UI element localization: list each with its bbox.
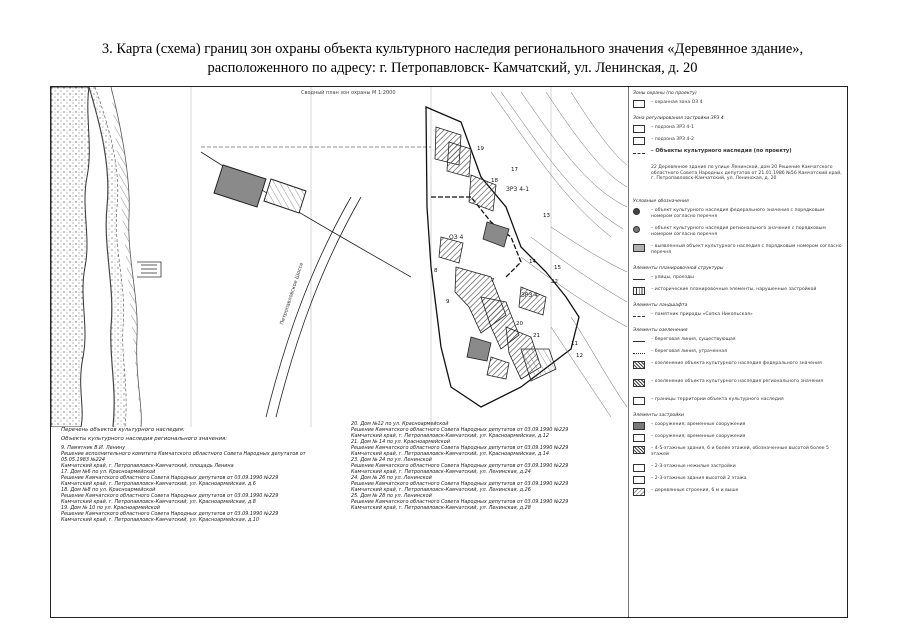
legend-text: – улицы, проезды: [651, 275, 694, 280]
legend-row: [633, 488, 845, 498]
list-item: Камчатский край, г. Петропавловск-Камчатский, ул. Красноармейская, д.14: [351, 451, 549, 457]
legend-symbol-dot-1: [633, 208, 640, 215]
map-frame: [50, 86, 848, 618]
grey-buildings: [214, 165, 306, 213]
legend-section-header: Элементы планировочной структуры: [633, 266, 724, 271]
legend-text: – объект культурного наследия регионального значения с порядковым номером согласно перечня: [651, 226, 826, 237]
legend-text: – сооружения; временные сооружения: [651, 422, 746, 427]
point-label: 20: [516, 321, 523, 327]
legend-section-header: Элементы озеленения: [633, 328, 688, 333]
list-item: Решение исполнительного комитета Камчатского областного Совета Народных депутатов от 05.05.1983 №224: [61, 451, 306, 463]
legend-symbol-outline-box: [633, 434, 645, 442]
legend-symbol-outline-box: [633, 125, 645, 133]
legend-text: – подзона ЗРЗ 4-1: [651, 125, 694, 130]
legend-text: – деревянные строения, 6 м и выше: [651, 488, 739, 493]
legend-row: [633, 379, 845, 389]
legend-row: [633, 165, 845, 182]
legend-text: – памятник природы «Сопка Никольская»: [651, 312, 753, 317]
legend-section-header: Условные обозначения: [633, 199, 689, 204]
street-label: Петропавловское Шоссе: [279, 262, 305, 326]
list-item: 21. Дом № 14 по ул. Красноармейской: [351, 439, 450, 445]
list-item: Решение Камчатского областного Совета Народных депутатов от 03.09.1990 №229: [351, 481, 569, 487]
legend-row: [633, 312, 845, 322]
point-label: 13: [543, 213, 550, 219]
legend-symbol-outline-box: [633, 476, 645, 484]
legend-row: [633, 137, 845, 147]
list-item: Решение Камчатского областного Совета Народных депутатов от 03.09.1990 №229: [61, 493, 279, 499]
legend-text: – выявленный объект культурного наследия с порядковым номером согласно перечня: [651, 244, 842, 255]
point-label: 14: [529, 259, 536, 265]
legend-row: [633, 464, 845, 474]
legend-row: [633, 476, 845, 486]
legend-text: – 2-3-этажные нежилые застройки: [651, 464, 736, 469]
page-title: [40, 40, 865, 78]
list-item: 18. Дом №8 по ул. Красноармейской: [61, 487, 156, 493]
legend-text: – исторические планировочные элементы, нарушенные застройкой: [651, 287, 817, 292]
legend-row: [633, 100, 845, 110]
legend-row: [633, 349, 845, 359]
zone-label-oz4: ОЗ 4: [449, 234, 464, 241]
legend-symbol-outline-box: [633, 397, 645, 405]
legend-text: – подзона ЗРЗ 4-2: [651, 137, 694, 142]
list-item: 19. Дом № 10 по ул. Красноармейской: [61, 505, 160, 511]
zone-map: [51, 87, 628, 427]
title-line-2: расположенного по адресу: г. Петропавловск- Камчатский, ул. Ленинская, д. 20: [207, 60, 698, 76]
legend-text: – береговая линия, утраченная: [651, 349, 727, 354]
legend-section-header: Элементы ландшафта: [633, 303, 688, 308]
legend-symbol-hatch: [633, 379, 645, 387]
legend-row: [633, 287, 845, 297]
legend-symbol-dot-9: [633, 226, 640, 233]
legend-symbol-outline-box: [633, 137, 645, 145]
point-label: 19: [477, 146, 484, 152]
point-label: 21: [533, 333, 540, 339]
legend-symbol-outline-box: [633, 100, 645, 108]
legend-row: [633, 244, 845, 254]
point-label: 18: [491, 178, 498, 184]
legend-row: [633, 337, 845, 347]
list-item: 23. Дом № 24 по ул. Ленинской: [351, 457, 432, 463]
legend-symbol-ladder: [633, 287, 645, 295]
point-label: 12: [576, 353, 583, 359]
list-item: Камчатский край, г. Петропавловск-Камчатский, ул. Ленинская, д.26: [351, 487, 531, 493]
list-item: Решение Камчатского областного Совета Народных депутатов от 03.09.1990 №229: [351, 427, 569, 433]
legend-symbol-hatch: [633, 446, 645, 454]
legend-symbol-wave: [633, 341, 645, 342]
legend-text: 22 Деревянное здание по улице Ленинской, дом 20 Решение Камчатского областного Совета Народных депутатов от 21.01.1986 №56 Камчатский край, г. Петропавловск-Камчатский, ул. Ленинская, д. 20: [651, 165, 842, 182]
list-item: 9. Памятник В.И. Ленину: [61, 445, 126, 451]
legend-row: [633, 434, 845, 444]
zone-label-zrz4: ЗРЗ 4: [521, 292, 539, 299]
objects-list-subheading: Объекты культурного наследия регионального значения:: [61, 436, 228, 442]
list-item: Камчатский край, г. Петропавловск-Камчатский, ул. Красноармейская, д.8: [61, 499, 256, 505]
legend-text: – объект культурного наследия федерального значения с порядковым номером согласно перечня: [651, 208, 825, 219]
title-line-1: 3. Карта (схема) границ зон охраны объекта культурного наследия регионального значения «Деревянное здание»,: [101, 41, 804, 57]
zone-label-zrz4-1: ЗРЗ 4-1: [506, 186, 530, 193]
legend-section-header: Зона регулирования застройки ЗРЗ 4: [633, 116, 724, 121]
list-item: Решение Камчатского областного Совета Народных депутатов от 03.09.1990 №229: [351, 499, 569, 505]
coastline: [51, 87, 141, 427]
legend-row: [633, 275, 845, 285]
legend-row: [633, 208, 845, 218]
legend-row: [633, 149, 845, 159]
legend-text: – Объекты культурного наследия (по проекту): [651, 148, 792, 154]
list-item: 25. Дом № 28 по ул. Ленинской: [351, 493, 432, 499]
legend-symbol-dark-box: [633, 422, 645, 430]
legend-symbol-hatch-light: [633, 488, 645, 496]
legend-row: [633, 446, 845, 456]
list-item: Решение Камчатского областного Совета Народных депутатов от 03.09.1990 №229: [351, 463, 569, 469]
legend-text: – охранная зона ОЗ 4: [651, 100, 703, 105]
point-label: 15: [554, 265, 561, 271]
legend-symbol-grey-box: [633, 244, 645, 252]
list-item: 20. Дом №12 по ул. Красноармейской: [351, 421, 449, 427]
legend-text: – 2-3-этажные здания высотой 2 этажа: [651, 476, 747, 481]
legend-section-header: Зоны охраны (по проекту): [633, 91, 697, 96]
legend-text: – границы территории объекта культурного наследия: [651, 397, 784, 402]
point-label: 17: [511, 167, 518, 173]
legend-text: – озеленение объекта культурного наследия федерального значения: [651, 361, 822, 366]
legend-row: [633, 125, 845, 135]
objects-list: [51, 421, 628, 618]
pier-structures: [137, 262, 161, 277]
legend-text: – озеленение объекта культурного наследия регионального значения: [651, 379, 824, 384]
legend-symbol-dash-line: [633, 153, 645, 154]
legend-row: [633, 226, 845, 236]
list-item: Решение Камчатского областного Совета Народных депутатов от 03.09.1990 №229: [61, 475, 279, 481]
map-legend: [628, 87, 848, 618]
legend-symbol-dot-line: [633, 353, 645, 354]
legend-row: [633, 361, 845, 371]
list-item: 17. Дом №6 по ул. Красноармейской: [61, 469, 156, 475]
zone-buildings: [435, 127, 556, 381]
objects-list-col1: [61, 427, 329, 523]
legend-row: [633, 397, 845, 407]
legend-text: – сооружения; временные сооружения: [651, 434, 746, 439]
list-item: Решение Камчатского областного Совета Народных депутатов от 03.09.1990 №229: [351, 445, 569, 451]
legend-text: – 4-5-этажные здания, 6 и более этажей, обозначенные высотой более 5 этажей: [651, 446, 829, 457]
legend-row: [633, 422, 845, 432]
list-item: Камчатский край, г. Петропавловск-Камчатский, площадь Ленина: [61, 463, 234, 469]
list-item: 24. Дом № 26 по ул. Ленинской: [351, 475, 432, 481]
legend-text: – береговая линия, существующая: [651, 337, 736, 342]
point-label: 22: [551, 279, 558, 285]
list-item: Решение Камчатского областного Совета Народных депутатов от 03.09.1990 №229: [61, 511, 279, 517]
legend-symbol-thin-line: [633, 279, 645, 280]
point-label: 9: [446, 299, 450, 305]
point-label: 7: [491, 278, 495, 284]
list-item: Камчатский край, г. Петропавловск-Камчатский, ул. Красноармейская, д.12: [351, 433, 549, 439]
point-label: 8: [434, 268, 438, 274]
legend-symbol-number-22: [633, 165, 645, 173]
legend-symbol-outline-box: [633, 464, 645, 472]
legend-symbol-hatch: [633, 361, 645, 369]
list-item: Камчатский край, г. Петропавловск-Камчатский, ул. Красноармейская, д.6: [61, 481, 256, 487]
plan-caption: Сводный план зон охраны М 1:2000: [301, 90, 396, 96]
legend-section-header: Элементы застройки: [633, 413, 684, 418]
objects-list-col2: [351, 421, 621, 511]
objects-list-heading: Перечень объектов культурного наследия:: [61, 427, 185, 433]
legend-symbol-dash-line: [633, 316, 645, 317]
list-item: Камчатский край, г. Петропавловск-Камчатский, ул. Красноармейская, д.10: [61, 517, 259, 523]
hill-contours: [491, 92, 627, 417]
list-item: Камчатский край, г. Петропавловск-Камчатский, ул. Ленинская, д.28: [351, 505, 531, 511]
point-label: 11: [571, 341, 578, 347]
list-item: Камчатский край, г. Петропавловск-Камчатский, ул. Ленинская, д.24: [351, 469, 531, 475]
